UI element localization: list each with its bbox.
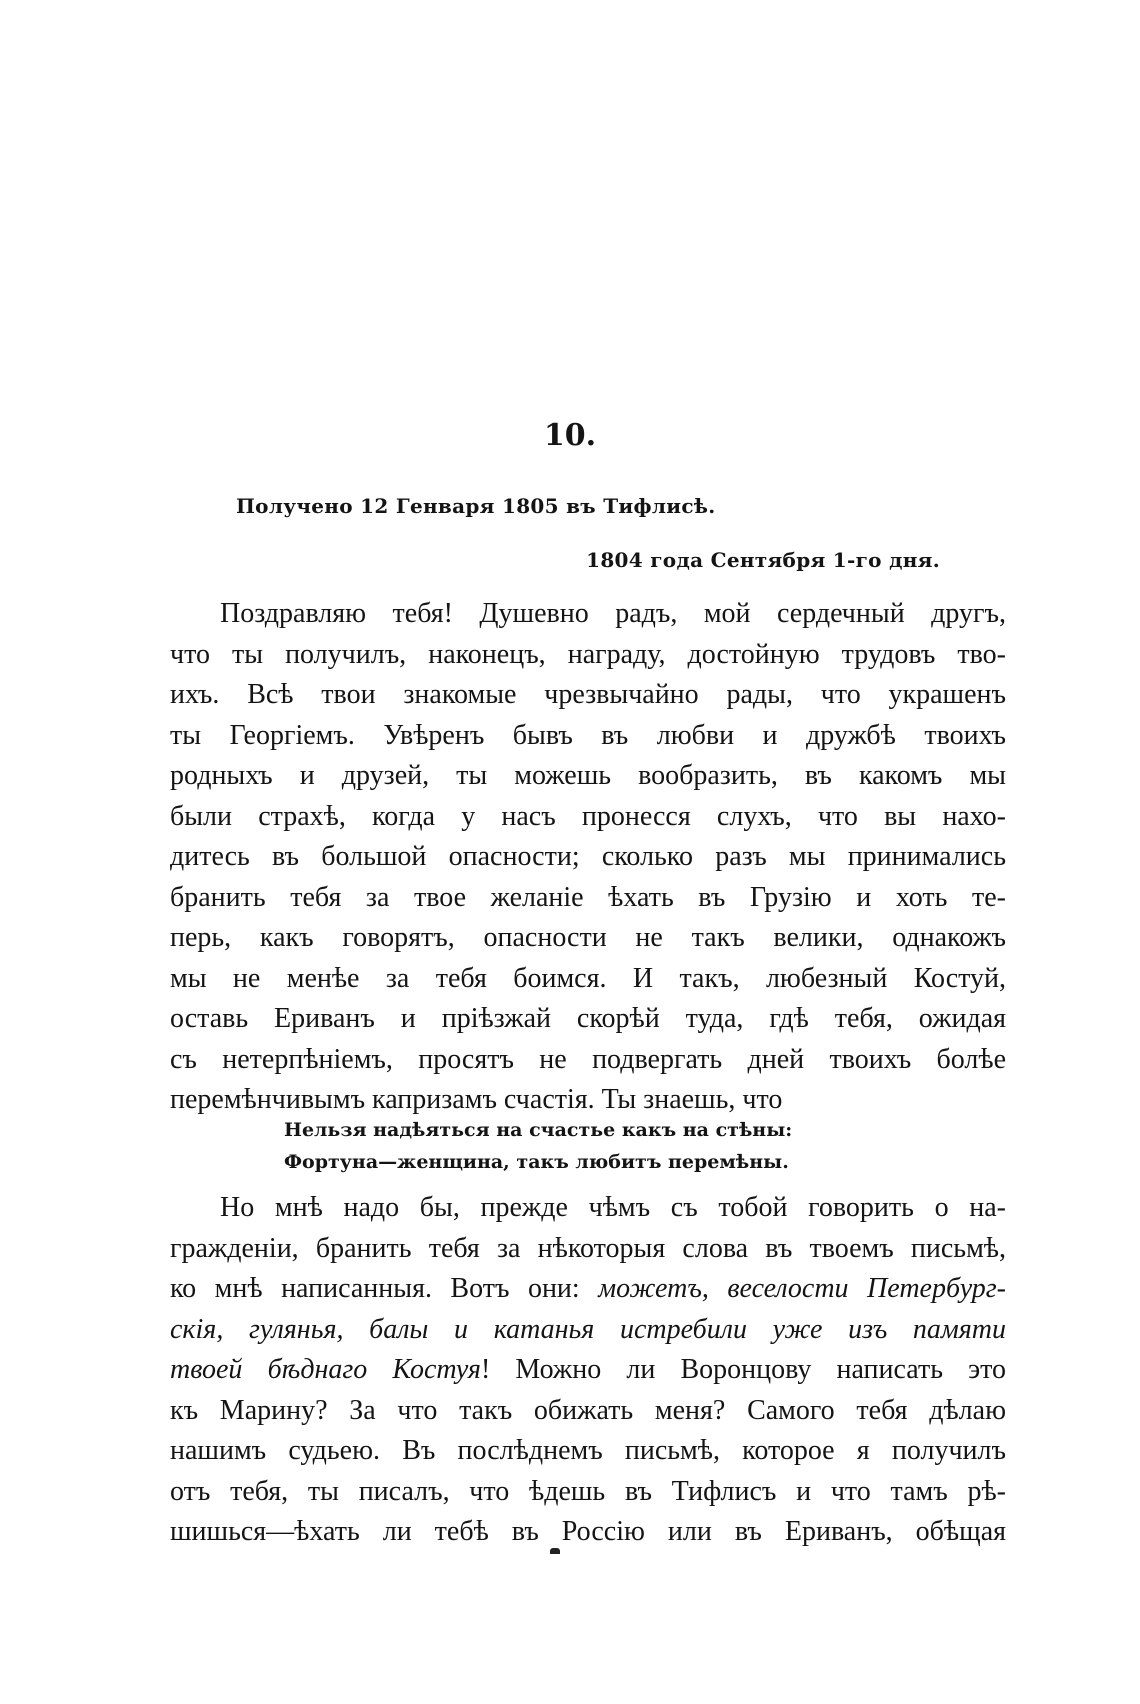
text-line: были страхѣ, когда у насъ пронесся слухъ, что вы нахо- xyxy=(170,800,1006,832)
text-run: ! Можно ли Воронцову написать это xyxy=(480,1354,1006,1385)
received-note: Получено 12 Генваря 1805 въ Тифлисѣ. xyxy=(236,494,716,518)
text-line: къ Марину? За что такъ обижать меня? Самого тебя дѣлаю xyxy=(170,1394,1006,1426)
text-line xyxy=(170,1269,1006,1310)
italic-quote: скія, гулянья, балы и катанья истребили уже изъ памяти xyxy=(170,1313,1006,1345)
verse-line: Нельзя надѣяться на счастье какъ на стѣны: xyxy=(284,1119,793,1141)
page-mark xyxy=(550,1548,560,1554)
text-line xyxy=(170,1310,1006,1351)
verse-line: Фортуна—женщина, такъ любитъ перемѣны. xyxy=(284,1151,789,1173)
text-line: Поздравляю тебя! Душевно радъ, мой сердечный другъ, xyxy=(220,598,1006,629)
dateline: 1804 года Сентября 1-го дня. xyxy=(586,548,940,572)
text-line xyxy=(170,1350,1006,1391)
text-run: ко мнѣ написанныя. Вотъ они: xyxy=(170,1273,599,1304)
text-line: шишься—ѣхать ли тебѣ въ Россію или въ Ериванъ, обѣщая xyxy=(170,1516,1006,1547)
text-line: перь, какъ говорятъ, опасности не такъ велики, однакожъ xyxy=(170,922,1006,953)
text-line: дитесь въ большой опасности; сколько разъ мы принимались xyxy=(170,841,1006,872)
italic-quote: твоей бѣднаго Костуя xyxy=(170,1354,481,1385)
text-line: что ты получилъ, наконецъ, награду, достойную трудовъ тво- xyxy=(170,638,1006,670)
text-line: Но мнѣ надо бы, прежде чѣмъ съ тобой говорить о на- xyxy=(220,1192,1006,1223)
text-line: оставь Ериванъ и пріѣзжай скорѣй туда, гдѣ тебя, ожидая xyxy=(170,1003,1006,1034)
text-line: нашимъ судьею. Въ послѣднемъ письмѣ, которое я получилъ xyxy=(170,1435,1006,1466)
text-line: ты Георгіемъ. Увѣренъ бывъ въ любви и дружбѣ твоихъ xyxy=(170,719,1006,751)
text-line: ихъ. Всѣ твои знакомые чрезвычайно рады, что украшенъ xyxy=(170,679,1006,710)
text-line: отъ тебя, ты писалъ, что ѣдешь въ Тифлисъ и что тамъ рѣ- xyxy=(170,1475,1006,1507)
letter-number: 10. xyxy=(543,418,597,453)
verse-quote xyxy=(284,1114,793,1178)
text-line: гражденіи, бранить тебя за нѣкоторыя слова въ твоемъ письмѣ, xyxy=(170,1232,1006,1264)
italic-quote: можетъ, веселости Петербург- xyxy=(598,1273,1006,1304)
text-line: съ нетерпѣніемъ, просятъ не подвергать дней твоихъ болѣе xyxy=(170,1043,1006,1075)
text-line: перемѣнчивымъ капризамъ счастія. Ты знаешь, что xyxy=(170,1084,783,1115)
text-line: бранить тебя за твое желаніе ѣхать въ Грузію и хоть те- xyxy=(170,881,1006,913)
paragraph-2 xyxy=(170,1188,1006,1553)
text-line: мы не менѣе за тебя боимся. И такъ, любезный Костуй, xyxy=(170,962,1006,994)
text-line: родныхъ и друзей, ты можешь вообразить, въ какомъ мы xyxy=(170,760,1006,791)
paragraph-1 xyxy=(170,594,1006,1121)
